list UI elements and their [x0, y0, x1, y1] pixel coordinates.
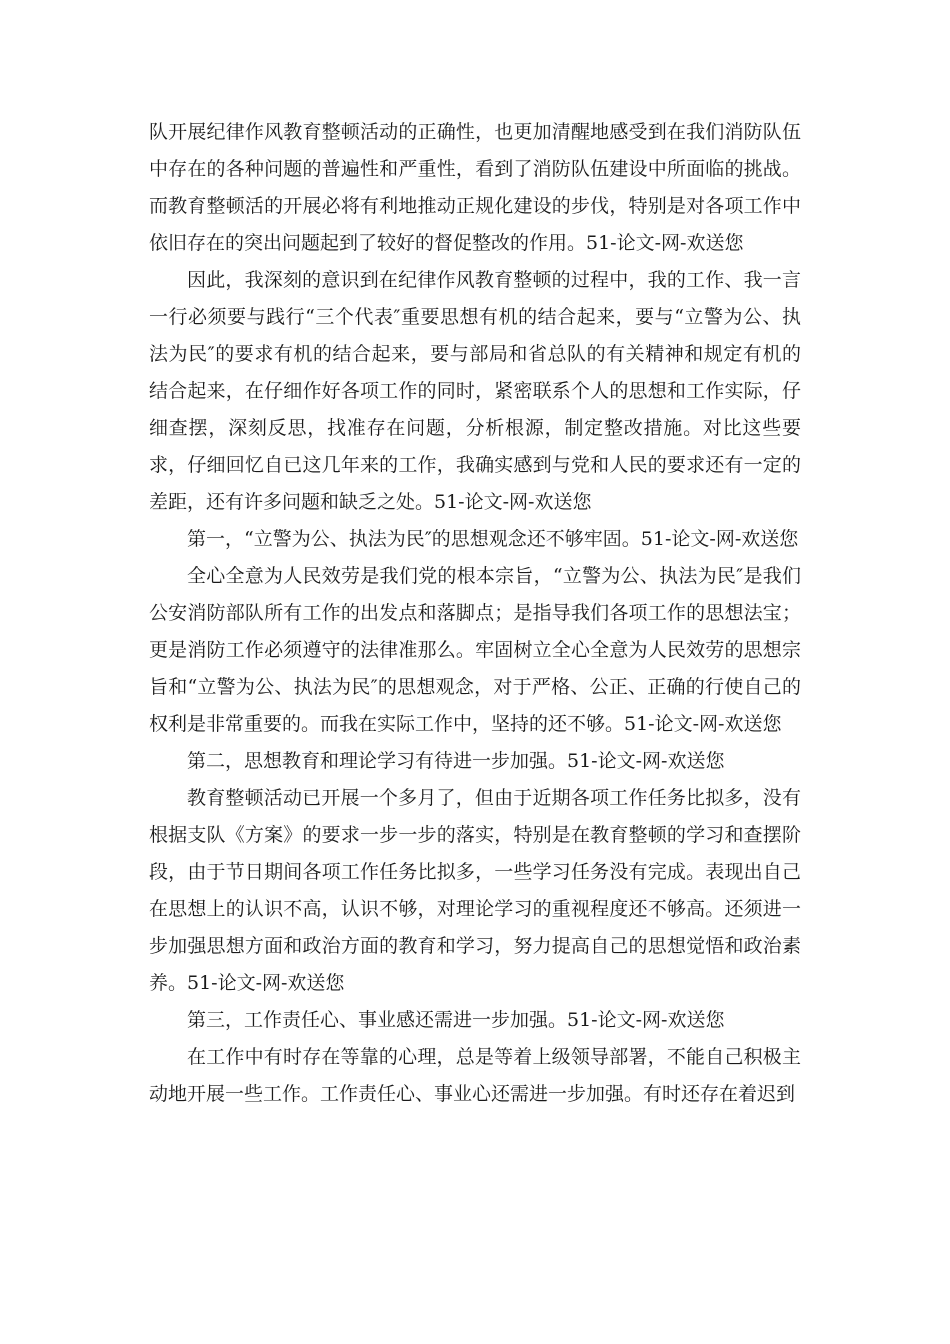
paragraph-6: 教育整顿活动已开展一个多月了，但由于近期各项工作任务比拟多，没有根据支队《方案》的要求一步一步的落实，特别是在教育整顿的学习和查摆阶段，由于节日期间各项工作任务比拟多，一些学习任务没有完成。表现出自己在思想上的认识不高，认识不够，对理论学习的重视程度还不够高。还须进一步加强思想方面和政治方面的教育和学习，努力提高自己的思想觉悟和政治素养。51-论文-网-欢送您: [149, 787, 801, 994]
document-body: [149, 114, 801, 1113]
paragraph-3-heading: 第一，“立警为公、执法为民″的思想观念还不够牢固。51-论文-网-欢送您: [187, 528, 799, 550]
paragraph-2: 因此，我深刻的意识到在纪律作风教育整顿的过程中，我的工作、我一言一行必须要与践行“三个代表″重要思想有机的结合起来，要与“立警为公、执法为民″的要求有机的结合起来，要与部局和省总队的有关精神和规定有机的结合起来，在仔细作好各项工作的同时，紧密联系个人的思想和工作实际，仔细查摆，深刻反思，找准存在问题，分析根源，制定整改措施。对比这些要求，仔细回忆自已这几年来的工作，我确实感到与党和人民的要求还有一定的差距，还有许多问题和缺乏之处。51-论文-网-欢送您: [149, 269, 801, 513]
paragraph-7-heading: 第三，工作责任心、事业感还需进一步加强。51-论文-网-欢送您: [187, 1009, 725, 1031]
paragraph-4: 全心全意为人民效劳是我们党的根本宗旨，“立警为公、执法为民″是我们公安消防部队所有工作的出发点和落脚点；是指导我们各项工作的思想法宝；更是消防工作必须遵守的法律准那么。牢固树立全心全意为人民效劳的思想宗旨和“立警为公、执法为民″的思想观念，对于严格、公正、正确的行使自己的权利是非常重要的。而我在实际工作中，坚持的还不够。51-论文-网-欢送您: [149, 565, 801, 735]
paragraph-8: 在工作中有时存在等靠的心理，总是等着上级领导部署，不能自己积极主动地开展一些工作。工作责任心、事业心还需进一步加强。有时还存在着迟到: [149, 1046, 801, 1105]
paragraph-1: 队开展纪律作风教育整顿活动的正确性，也更加清醒地感受到在我们消防队伍中存在的各种问题的普遍性和严重性，看到了消防队伍建设中所面临的挑战。而教育整顿活的开展必将有利地推动正规化建设的步伐，特别是对各项工作中依旧存在的突出问题起到了较好的督促整改的作用。51-论文-网-欢送您: [149, 121, 801, 254]
paragraph-5-heading: 第二，思想教育和理论学习有待进一步加强。51-论文-网-欢送您: [187, 750, 725, 772]
